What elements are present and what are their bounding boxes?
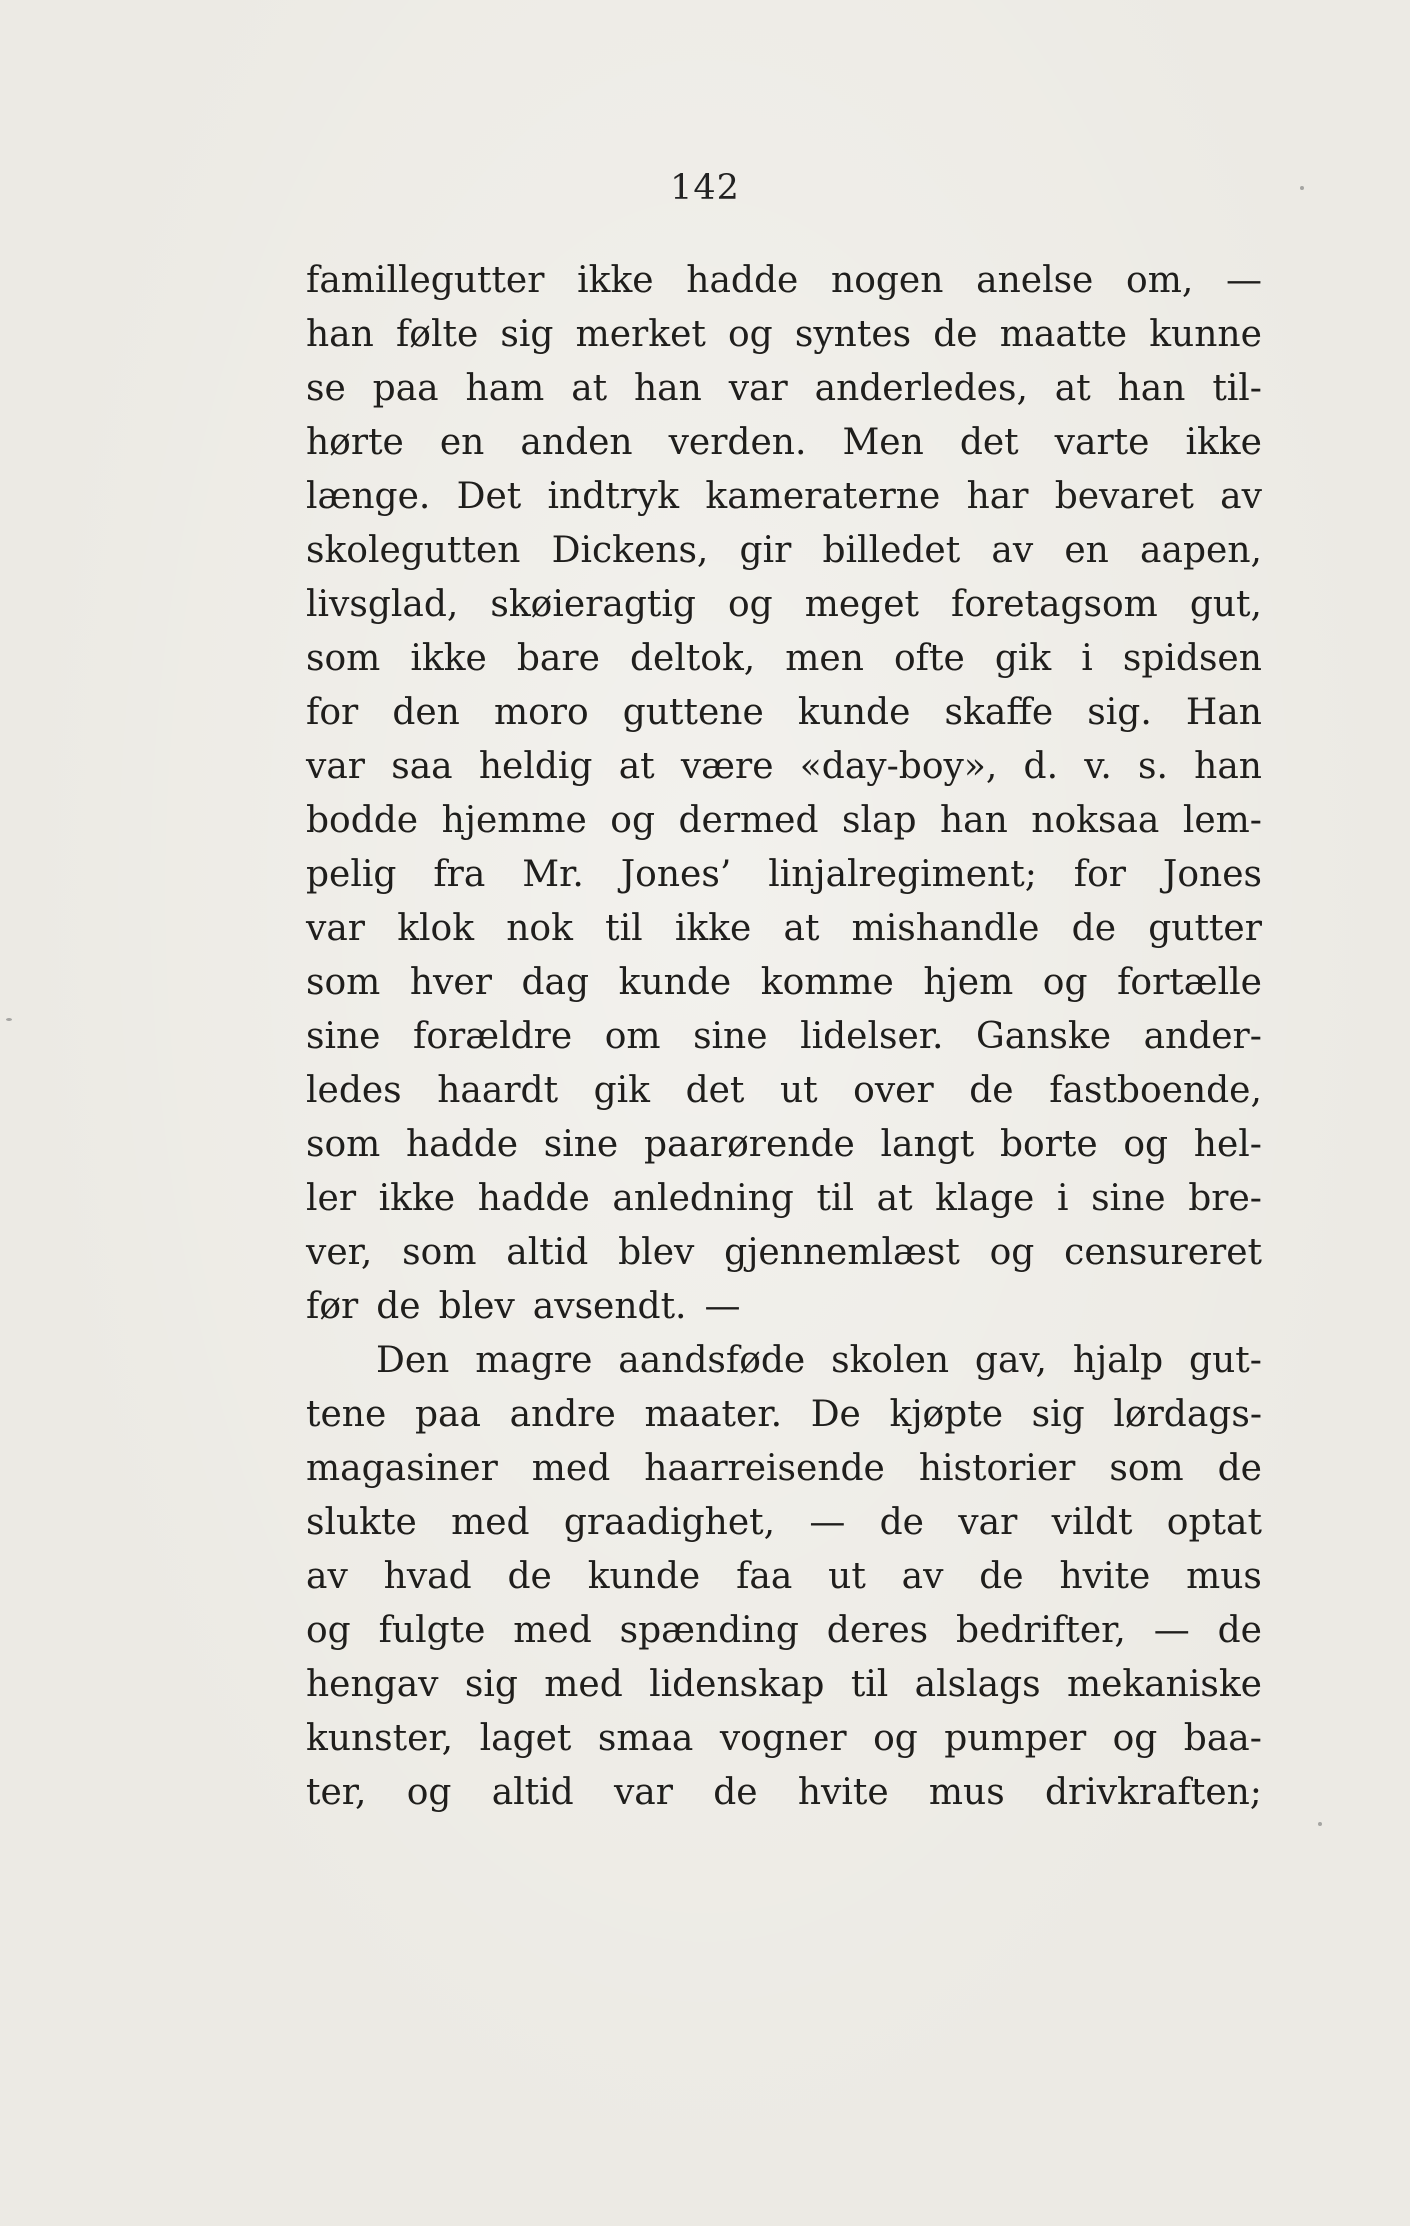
- word: smaa: [597, 1718, 694, 1759]
- word: Men: [842, 422, 924, 463]
- word: han: [1194, 746, 1262, 787]
- word: nok: [506, 908, 573, 949]
- word: sine: [543, 1124, 619, 1165]
- word: paa: [414, 1394, 481, 1435]
- text-line: [306, 578, 1262, 632]
- word: nogen: [831, 260, 944, 301]
- word: til-: [1212, 368, 1262, 409]
- word: vogner: [719, 1718, 847, 1759]
- word: bedrifter,: [955, 1610, 1126, 1651]
- word: med: [451, 1502, 530, 1543]
- word: Dickens,: [551, 530, 709, 571]
- paper-speck: [6, 1018, 12, 1021]
- word: var: [728, 368, 788, 409]
- word: bare: [516, 638, 600, 679]
- word: de: [1071, 908, 1117, 949]
- word: altid: [491, 1772, 574, 1813]
- text-line: [306, 254, 1262, 308]
- word: avsendt.: [532, 1286, 687, 1327]
- word: ver,: [306, 1232, 373, 1273]
- word: og: [1123, 1124, 1169, 1165]
- word: gutter: [1148, 908, 1262, 949]
- word: hver: [409, 962, 492, 1003]
- word: være: [680, 746, 774, 787]
- text-line: [306, 308, 1262, 362]
- word: ikke: [410, 638, 487, 679]
- word: at: [618, 746, 655, 787]
- word: om,: [1126, 260, 1194, 301]
- word: deres: [826, 1610, 929, 1651]
- text-line: [306, 1388, 1262, 1442]
- word: komme: [760, 962, 894, 1003]
- text-line: [306, 848, 1262, 902]
- word: med: [544, 1664, 623, 1705]
- word: altid: [506, 1232, 589, 1273]
- text-line: [306, 686, 1262, 740]
- word: gik: [994, 638, 1052, 679]
- paper-speck: [1300, 186, 1304, 190]
- word: lørdags-: [1113, 1394, 1262, 1435]
- text-line: [306, 1712, 1262, 1766]
- word: ikke: [577, 260, 654, 301]
- word: haarreisende: [644, 1448, 885, 1489]
- text-line: [306, 1064, 1262, 1118]
- word: lidelser.: [800, 1016, 944, 1057]
- word: Mr.: [522, 854, 584, 895]
- word: foretagsom: [951, 584, 1158, 625]
- word: mus: [1186, 1556, 1262, 1597]
- word: Jones’: [620, 854, 732, 895]
- word: anderledes,: [814, 368, 1028, 409]
- word: mishandle: [851, 908, 1040, 949]
- word: v.: [1084, 746, 1112, 787]
- word: dermed: [678, 800, 819, 841]
- word: hvad: [383, 1556, 472, 1597]
- word: sig.: [1087, 692, 1152, 733]
- word: —: [704, 1286, 741, 1327]
- word: noksaa: [1031, 800, 1160, 841]
- word: han: [306, 314, 374, 355]
- word: de: [969, 1070, 1014, 1111]
- word: De: [810, 1394, 861, 1435]
- word: som: [306, 962, 381, 1003]
- word: for: [1073, 854, 1126, 895]
- word: at: [1054, 368, 1091, 409]
- word: dag: [521, 962, 590, 1003]
- word: merket: [575, 314, 706, 355]
- word: gik: [593, 1070, 650, 1111]
- word: hvite: [797, 1772, 889, 1813]
- text-line: [306, 1172, 1262, 1226]
- text-line: [306, 1118, 1262, 1172]
- word: en: [439, 422, 485, 463]
- word: han: [1117, 368, 1186, 409]
- word: han: [939, 800, 1008, 841]
- word: gjennemlæst: [724, 1232, 960, 1273]
- word: men: [785, 638, 864, 679]
- word: borte: [999, 1124, 1098, 1165]
- word: ut: [828, 1556, 866, 1597]
- word: Det: [456, 476, 522, 517]
- word: deltok,: [629, 638, 756, 679]
- word: d.: [1023, 746, 1059, 787]
- word: vildt: [1051, 1502, 1133, 1543]
- word: hengav: [306, 1664, 439, 1705]
- word: anledning: [612, 1178, 794, 1219]
- word: hadde: [406, 1124, 519, 1165]
- word: alslags: [914, 1664, 1041, 1705]
- text-line: [306, 1226, 1262, 1280]
- word: hjalp: [1072, 1340, 1164, 1381]
- word: var: [958, 1502, 1018, 1543]
- word: heldig: [478, 746, 593, 787]
- text-line: [306, 1658, 1262, 1712]
- word: skaffe: [944, 692, 1054, 733]
- text-line: [306, 902, 1262, 956]
- word: for: [306, 692, 359, 733]
- text-line: [306, 1604, 1262, 1658]
- word: maater.: [644, 1394, 783, 1435]
- word: anelse: [976, 260, 1094, 301]
- word: de: [376, 1286, 421, 1327]
- word: til: [816, 1178, 854, 1219]
- word: de: [1217, 1448, 1262, 1489]
- word: og: [873, 1718, 918, 1759]
- word: de: [879, 1502, 924, 1543]
- word: linjalregiment;: [768, 854, 1037, 895]
- word: før: [306, 1286, 359, 1327]
- text-line: [306, 1496, 1262, 1550]
- word: de: [507, 1556, 552, 1597]
- word: gut,: [1189, 584, 1262, 625]
- word: slap: [842, 800, 917, 841]
- text-line: [306, 524, 1262, 578]
- word: magasiner: [306, 1448, 498, 1489]
- word: ikke: [378, 1178, 456, 1219]
- word: ledes: [306, 1070, 402, 1111]
- word: hvite: [1059, 1556, 1151, 1597]
- text-line: [306, 416, 1262, 470]
- word: pelig: [306, 854, 397, 895]
- text-line: [306, 1334, 1262, 1388]
- word: sig: [500, 314, 554, 355]
- word: skolegutten: [306, 530, 521, 571]
- word: i: [1056, 1178, 1069, 1219]
- word: —: [1226, 260, 1262, 301]
- word: skolen: [831, 1340, 950, 1381]
- word: ofte: [894, 638, 965, 679]
- word: langt: [880, 1124, 975, 1165]
- word: og: [989, 1232, 1035, 1273]
- word: famillegutter: [306, 260, 545, 301]
- text-line: [306, 1010, 1262, 1064]
- word: optat: [1166, 1502, 1262, 1543]
- text-line: [306, 1550, 1262, 1604]
- word: fastboende,: [1049, 1070, 1262, 1111]
- word: aandsføde: [618, 1340, 806, 1381]
- word: hjem: [923, 962, 1014, 1003]
- word: til: [605, 908, 643, 949]
- word: baa-: [1183, 1718, 1262, 1759]
- word: længe.: [306, 476, 431, 517]
- word: var: [306, 746, 366, 787]
- word: —: [1153, 1610, 1190, 1651]
- word: kunne: [1149, 314, 1262, 355]
- word: ter,: [306, 1772, 367, 1813]
- word: de: [713, 1772, 758, 1813]
- word: paa: [372, 368, 439, 409]
- word: hadde: [477, 1178, 590, 1219]
- word: mekaniske: [1066, 1664, 1262, 1705]
- word: som: [402, 1232, 477, 1273]
- word: kunde: [797, 692, 911, 733]
- word: fulgte: [378, 1610, 486, 1651]
- word: som: [306, 1124, 381, 1165]
- word: graadighet,: [563, 1502, 776, 1543]
- word: lem-: [1182, 800, 1262, 841]
- word: at: [783, 908, 820, 949]
- word: bevaret: [1054, 476, 1194, 517]
- text-line: [306, 740, 1262, 794]
- word: varte: [1054, 422, 1150, 463]
- word: Jones: [1162, 854, 1262, 895]
- word: saa: [391, 746, 453, 787]
- text-line: [306, 362, 1262, 416]
- word: Ganske: [976, 1016, 1112, 1057]
- word: kjøpte: [889, 1394, 1003, 1435]
- word: blev: [438, 1286, 515, 1327]
- word: og: [728, 314, 773, 355]
- word: censureret: [1064, 1232, 1262, 1273]
- word: andre: [509, 1394, 616, 1435]
- word: og: [306, 1610, 351, 1651]
- word: og: [727, 584, 773, 625]
- text-line: [306, 1442, 1262, 1496]
- text-line: [306, 632, 1262, 686]
- word: med: [513, 1610, 592, 1651]
- word: tene: [306, 1394, 387, 1435]
- word: billedet: [822, 530, 961, 571]
- word: av: [306, 1556, 348, 1597]
- word: som: [306, 638, 381, 679]
- body-text: [306, 254, 1262, 1820]
- word: at: [876, 1178, 913, 1219]
- page-number: 142: [670, 168, 740, 208]
- word: sine: [693, 1016, 768, 1057]
- text-line: [306, 794, 1262, 848]
- word: fra: [433, 854, 486, 895]
- word: kameraterne: [705, 476, 941, 517]
- word: som: [1109, 1448, 1184, 1489]
- word: indtryk: [547, 476, 680, 517]
- word: gut-: [1189, 1340, 1262, 1381]
- word: Han: [1185, 692, 1262, 733]
- word: har: [966, 476, 1029, 517]
- word: av: [991, 530, 1034, 571]
- word: over: [853, 1070, 934, 1111]
- word: de: [1217, 1610, 1262, 1651]
- word: meget: [804, 584, 919, 625]
- word: gir: [739, 530, 792, 571]
- word: til: [850, 1664, 889, 1705]
- word: kunde: [618, 962, 732, 1003]
- word: pumper: [944, 1718, 1087, 1759]
- word: «day-boy»,: [799, 746, 998, 787]
- word: mus: [928, 1772, 1005, 1813]
- word: at: [571, 368, 608, 409]
- word: forældre: [413, 1016, 573, 1057]
- word: gav,: [974, 1340, 1047, 1381]
- word: kunster,: [306, 1718, 454, 1759]
- word: —: [809, 1502, 846, 1543]
- word: ikke: [1185, 422, 1262, 463]
- word: lidenskap: [649, 1664, 825, 1705]
- word: syntes: [794, 314, 912, 355]
- word: spænding: [619, 1610, 799, 1651]
- word: ander-: [1143, 1016, 1262, 1057]
- word: med: [531, 1448, 611, 1489]
- word: om: [604, 1016, 661, 1057]
- word: bre-: [1188, 1178, 1262, 1219]
- word: anden: [520, 422, 633, 463]
- word: var: [306, 908, 366, 949]
- word: var: [613, 1772, 673, 1813]
- word: maatte: [999, 314, 1128, 355]
- word: klage: [935, 1178, 1035, 1219]
- word: de: [933, 314, 978, 355]
- word: og: [406, 1772, 452, 1813]
- word: sine: [306, 1016, 381, 1057]
- word: ut: [779, 1070, 818, 1111]
- word: ham: [465, 368, 545, 409]
- word: sine: [1091, 1178, 1166, 1219]
- word: den: [392, 692, 460, 733]
- word: sig: [464, 1664, 518, 1705]
- word: drivkraften;: [1044, 1772, 1262, 1813]
- word: følte: [395, 314, 479, 355]
- word: hel-: [1193, 1124, 1262, 1165]
- word: og: [1042, 962, 1088, 1003]
- text-line: [306, 956, 1262, 1010]
- word: fortælle: [1117, 962, 1262, 1003]
- word: aapen,: [1140, 530, 1262, 571]
- word: se: [306, 368, 346, 409]
- text-line: [306, 470, 1262, 524]
- word: skøieragtig: [490, 584, 696, 625]
- word: hørte: [306, 422, 404, 463]
- word: det: [685, 1070, 745, 1111]
- word: verden.: [668, 422, 807, 463]
- word: faa: [736, 1556, 793, 1597]
- word: av: [1220, 476, 1262, 517]
- text-line: [306, 1766, 1262, 1820]
- word: og: [610, 800, 656, 841]
- word: paarørende: [643, 1124, 855, 1165]
- word: det: [959, 422, 1019, 463]
- word: han: [634, 368, 702, 409]
- paper-speck: [1318, 1822, 1322, 1826]
- word: spidsen: [1122, 638, 1262, 679]
- word: Den: [376, 1340, 450, 1381]
- word: laget: [479, 1718, 572, 1759]
- word: s.: [1138, 746, 1168, 787]
- word: sig: [1031, 1394, 1085, 1435]
- word: moro: [493, 692, 589, 733]
- word: hjemme: [441, 800, 587, 841]
- word: ler: [306, 1178, 357, 1219]
- word: de: [979, 1556, 1024, 1597]
- word: en: [1064, 530, 1109, 571]
- word: av: [901, 1556, 944, 1597]
- word: klok: [397, 908, 475, 949]
- word: ikke: [674, 908, 752, 949]
- word: og: [1112, 1718, 1158, 1759]
- word: blev: [618, 1232, 695, 1273]
- word: hadde: [686, 260, 799, 301]
- word: bodde: [306, 800, 419, 841]
- word: slukte: [306, 1502, 417, 1543]
- text-line: [306, 1280, 1262, 1334]
- word: livsglad,: [306, 584, 459, 625]
- word: guttene: [622, 692, 764, 733]
- word: magre: [475, 1340, 593, 1381]
- word: historier: [918, 1448, 1076, 1489]
- word: haardt: [437, 1070, 559, 1111]
- word: i: [1081, 638, 1093, 679]
- word: kunde: [587, 1556, 701, 1597]
